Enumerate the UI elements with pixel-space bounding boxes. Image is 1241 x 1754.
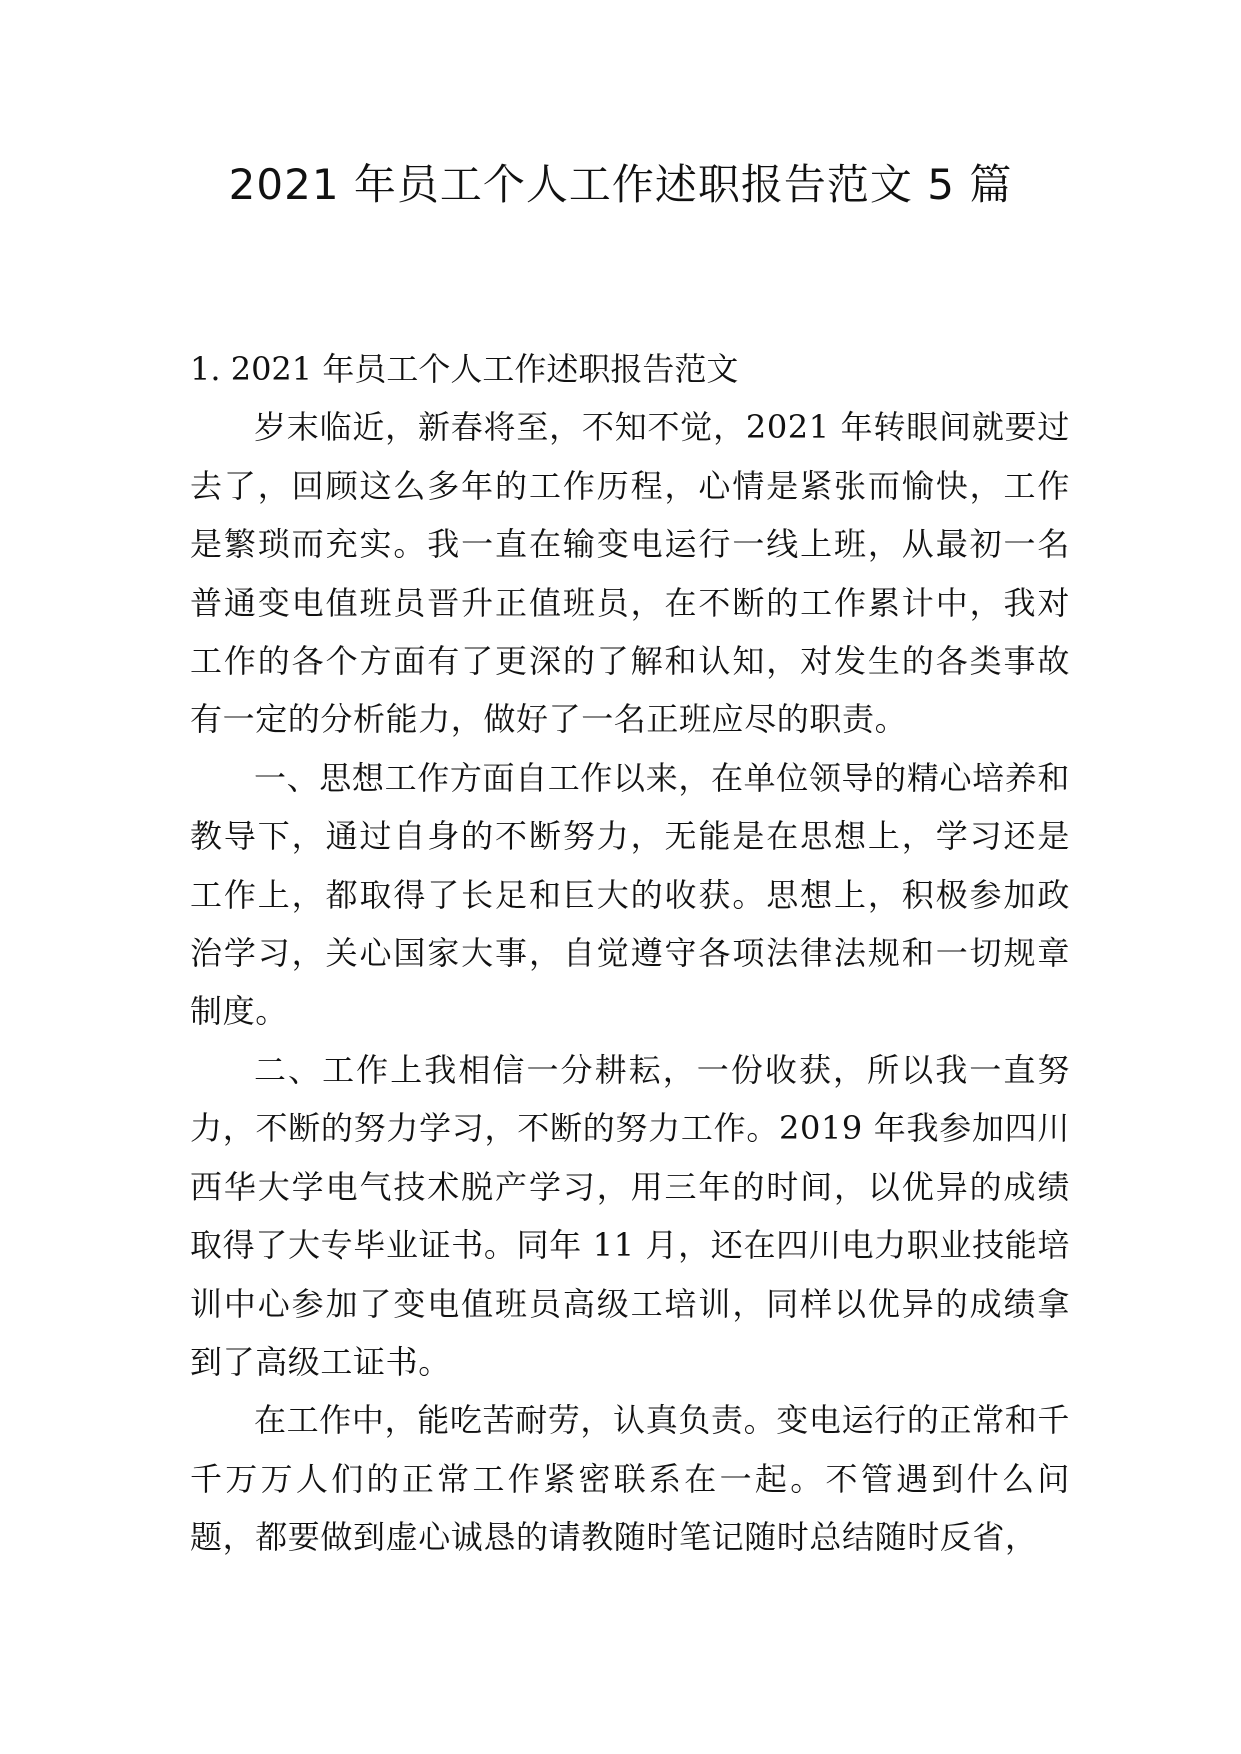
paragraph-intro: 岁末临近，新春将至，不知不觉，2021 年转眼间就要过去了，回顾这么多年的工作历程，心情是紧张而愉快，工作是繁琐而充实。我一直在输变电运行一线上班，从最初一名普通变电值班员晋升正值班员，在不断的工作累计中，我对工作的各个方面有了更深的了解和认知，对发生的各类事故有一定的分析能力，做好了一名正班应尽的职责。 xyxy=(190,408,1070,739)
paragraph-work: 二、工作上我相信一分耕耘，一份收获，所以我一直努力，不断的努力学习，不断的努力工作。2019 年我参加四川西华大学电气技术脱产学习，用三年的时间，以优异的成绩取得了大专毕业证书。同年 11 月，还在四川电力职业技能培训中心参加了变电值班员高级工培训，同样以优异的成绩拿到了高级工证书。 xyxy=(190,1050,1070,1381)
document-title: 2021 年员工个人工作述职报告范文 5 篇 xyxy=(228,160,1013,209)
section-heading: 1. 2021 年员工个人工作述职报告范文 xyxy=(190,350,739,388)
document-body xyxy=(190,340,1070,1567)
paragraph-ideology: 一、思想工作方面自工作以来，在单位领导的精心培养和教导下，通过自身的不断努力，无能是在思想上，学习还是工作上，都取得了长足和巨大的收获。思想上，积极参加政治学习，关心国家大事，自觉遵守各项法律法规和一切规章制度。 xyxy=(190,758,1070,1031)
paragraph-diligence: 在工作中，能吃苦耐劳，认真负责。变电运行的正常和千千万万人们的正常工作紧密联系在一起。不管遇到什么问题，都要做到虚心诚恳的请教随时笔记随时总结随时反省， xyxy=(190,1401,1070,1557)
